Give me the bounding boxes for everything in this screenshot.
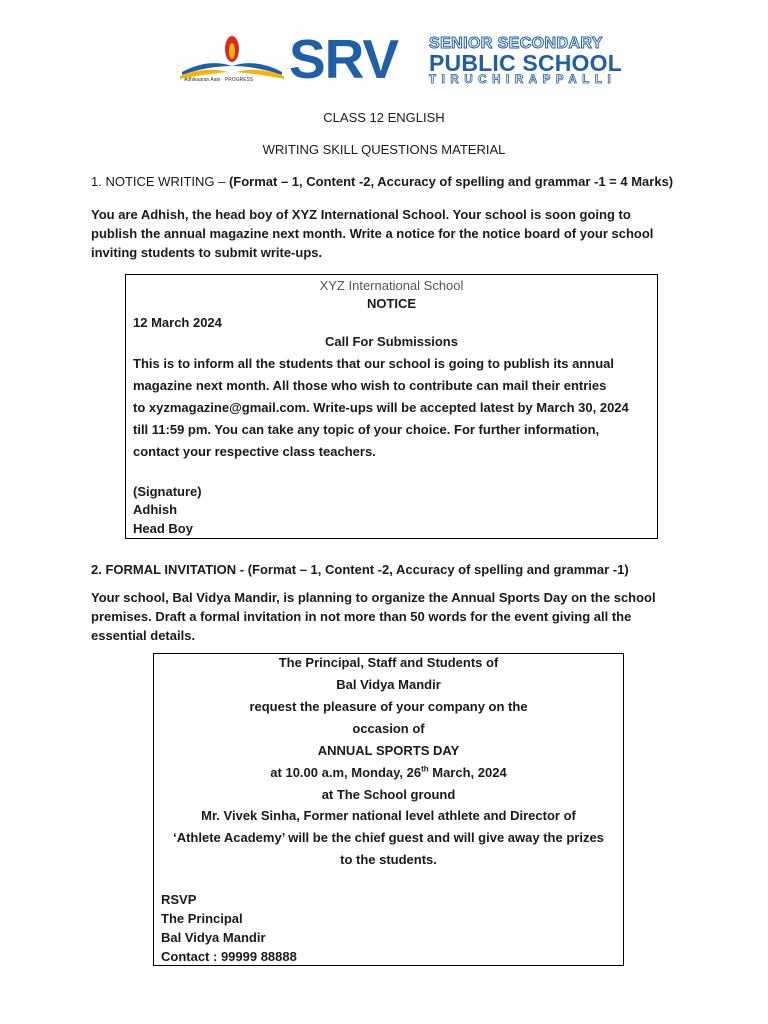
invitation-rsvp-school: Bal Vidya Mandir <box>161 930 266 945</box>
logo-brand: SRV <box>289 28 399 90</box>
invitation-line: Bal Vidya Mandir <box>336 677 441 692</box>
q1-heading-marks: (Format – 1, Content -2, Accuracy of spelling and grammar -1 = 4 Marks) <box>228 174 674 189</box>
q2-prompt-line: premises. Draft a formal invitation in not more than 50 words for the event giving all the <box>91 609 632 624</box>
notice-box <box>125 274 658 539</box>
notice-title: NOTICE <box>366 296 417 311</box>
logo-tagline: Adhikaaran Aani · PROGRESS <box>184 77 254 83</box>
notice-body-line: magazine next month. All those who wish to contribute can mail their entries <box>133 378 607 393</box>
notice-signature: (Signature) <box>133 484 202 499</box>
invitation-line: to the students. <box>340 852 437 867</box>
invitation-line: The Principal, Staff and Students of <box>278 655 499 670</box>
invitation-line: ‘Athlete Academy’ will be the chief guest and will give away the prizes <box>173 830 604 845</box>
logo-line-senior-secondary: SENIOR SECONDARY <box>429 35 603 52</box>
invitation-line: occasion of <box>352 721 425 736</box>
invitation-line: at The School ground <box>321 787 456 802</box>
q2-prompt <box>91 588 656 645</box>
logo-line-city: TIRUCHIRAPPALLI <box>429 74 617 86</box>
invitation-time-sup: th <box>421 764 429 774</box>
q1-prompt-line: publish the annual magazine next month. Write a notice for the notice board of your school <box>91 226 654 241</box>
q1-prompt <box>91 205 653 262</box>
material-title: WRITING SKILL QUESTIONS MATERIAL <box>262 142 506 157</box>
notice-body-line: to xyzmagazine@gmail.com. Write-ups will be accepted latest by March 30, 2024 <box>133 400 629 415</box>
invitation-time-suffix: March, 2024 <box>428 765 507 780</box>
notice-school: XYZ International School <box>319 278 464 293</box>
notice-designation: Head Boy <box>133 521 193 536</box>
invitation-box <box>153 653 624 966</box>
notice-name: Adhish <box>133 502 178 517</box>
invitation-line: request the pleasure of your company on the <box>249 699 528 714</box>
q2-prompt-line: essential details. <box>91 628 196 643</box>
invitation-contact: Contact : 99999 88888 <box>161 949 297 964</box>
invitation-time-prefix: at 10.00 a.m, Monday, 26 <box>270 765 422 780</box>
logo-line-public-school: PUBLIC SCHOOL <box>429 50 622 76</box>
notice-date: 12 March 2024 <box>133 315 222 330</box>
class-title: CLASS 12 ENGLISH <box>323 110 445 125</box>
q2-heading: 2. FORMAL INVITATION - (Format – 1, Content -2, Accuracy of spelling and grammar -1) <box>91 562 629 577</box>
q2-prompt-line: Your school, Bal Vidya Mandir, is planning to organize the Annual Sports Day on the school <box>91 590 656 605</box>
notice-body-line: contact your respective class teachers. <box>133 444 376 459</box>
notice-body-line: This is to inform all the students that our school is going to publish its annual <box>133 356 615 371</box>
q1-prompt-line: inviting students to submit write-ups. <box>91 245 323 260</box>
invitation-rsvp-name: The Principal <box>161 911 243 926</box>
invitation-time <box>154 764 623 782</box>
invitation-rsvp: RSVP <box>161 892 197 907</box>
q1-heading-prefix: 1. NOTICE WRITING – <box>91 174 229 189</box>
invitation-event-name: ANNUAL SPORTS DAY <box>317 743 460 758</box>
q1-prompt-line: You are Adhish, the head boy of XYZ International School. Your school is soon going to <box>91 207 631 222</box>
notice-subject: Call For Submissions <box>325 334 458 349</box>
notice-body-line: till 11:59 pm. You can take any topic of your choice. For further information, <box>133 422 600 437</box>
invitation-line: Mr. Vivek Sinha, Former national level athlete and Director of <box>201 808 576 823</box>
school-logo <box>176 28 636 90</box>
q1-heading <box>91 173 673 191</box>
